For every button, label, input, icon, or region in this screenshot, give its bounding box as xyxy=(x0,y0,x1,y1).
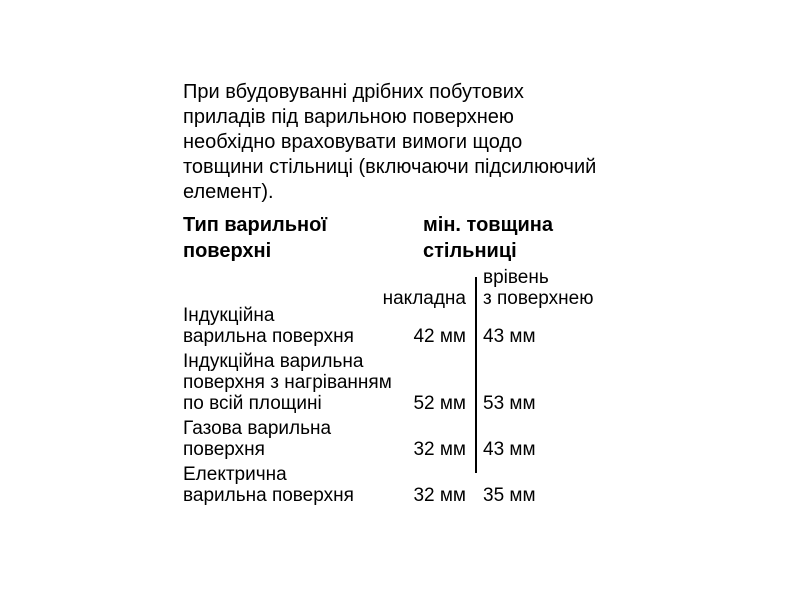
row-label xyxy=(183,418,635,460)
row-label-line: варильна поверхня xyxy=(183,326,354,347)
header-line: мін. товщина xyxy=(423,214,553,236)
flush-value: 43 мм xyxy=(483,326,536,347)
overlay-value: 42 мм xyxy=(413,326,466,347)
paragraph-line: необхідно враховувати вимоги щодо xyxy=(183,131,523,153)
overlay-value: 32 мм xyxy=(413,485,466,506)
row-label xyxy=(183,464,635,506)
header-line: поверхні xyxy=(183,240,272,262)
row-label-line: Індукційна варильна xyxy=(183,351,364,372)
row-label-line: поверхня з нагріванням xyxy=(183,372,392,393)
table-header-min-thickness xyxy=(423,212,553,264)
row-label-line: Електрична xyxy=(183,464,287,485)
subheader-overlay-mounted: накладна xyxy=(382,288,466,309)
flush-value: 43 мм xyxy=(483,439,536,460)
paragraph-line: приладів під варильною поверхнею xyxy=(183,106,514,128)
spec-table-body xyxy=(183,301,635,506)
row-label xyxy=(183,305,635,347)
overlay-value: 32 мм xyxy=(413,439,466,460)
row-label-line: варильна поверхня xyxy=(183,485,354,506)
subheader-line: з поверхнею xyxy=(483,288,594,309)
intro-paragraph xyxy=(183,80,653,205)
table-header-hob-type xyxy=(183,212,327,264)
flush-value: 35 мм xyxy=(483,485,536,506)
paragraph-line: При вбудовуванні дрібних побутових xyxy=(183,81,524,103)
table-row xyxy=(183,414,635,460)
table-row xyxy=(183,347,635,414)
paragraph-line: товщини стільниці (включаючи підсилюючий xyxy=(183,156,597,178)
header-line: стільниці xyxy=(423,240,517,262)
header-line: Тип варильної xyxy=(183,214,327,236)
row-label-line: Індукційна xyxy=(183,305,275,326)
table-row xyxy=(183,301,635,347)
table-row xyxy=(183,460,635,506)
subheader-line: врівень xyxy=(483,267,549,288)
paragraph-line: елемент). xyxy=(183,181,274,203)
row-label-line: поверхня xyxy=(183,439,265,460)
row-label xyxy=(183,351,635,414)
overlay-value: 52 мм xyxy=(413,393,466,414)
flush-value: 53 мм xyxy=(483,393,536,414)
row-label-line: по всій площині xyxy=(183,393,322,414)
row-label-line: Газова варильна xyxy=(183,418,332,439)
